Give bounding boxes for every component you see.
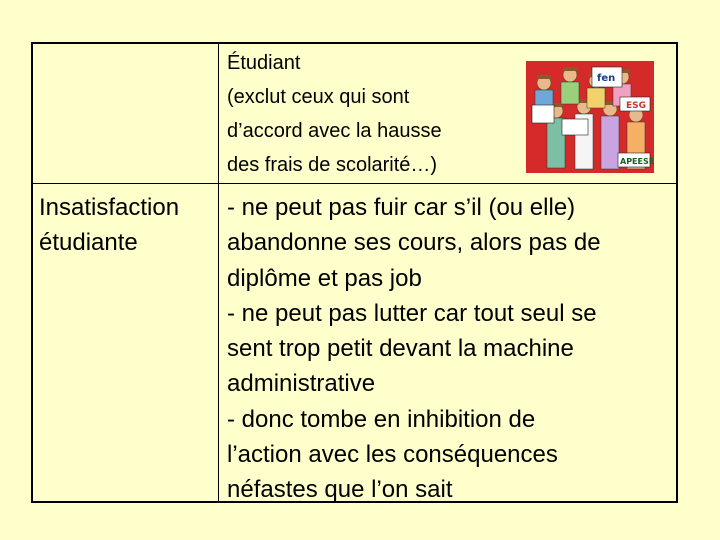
sign-esg: ESG — [626, 101, 647, 111]
body-line: néfastes que l’on sait — [227, 476, 453, 504]
header-line: Étudiant — [227, 52, 301, 74]
body-line: - ne peut pas fuir car s’il (ou elle) — [227, 194, 576, 221]
row-label-line: étudiante — [39, 229, 138, 256]
header-line: (exclut ceux qui sont — [227, 86, 410, 108]
body-line: l’action avec les conséquences — [227, 441, 558, 469]
content-table — [31, 42, 678, 503]
body-line: sent trop petit devant la machine — [227, 335, 574, 363]
body-line: administrative — [227, 370, 376, 398]
row-label — [39, 190, 179, 260]
body-line: - donc tombe en inhibition de — [227, 405, 536, 433]
sign-apeese: APEESE — [620, 157, 654, 166]
body-line: diplôme et pas job — [227, 264, 422, 292]
sign-fen: fen — [597, 73, 616, 84]
header-line: des frais de scolarité…) — [227, 154, 438, 176]
body-line: abandonne ses cours, alors pas de — [227, 229, 601, 257]
header-line: d’accord avec la hausse — [227, 120, 442, 142]
students-group-image — [526, 61, 654, 173]
header-cell-text — [227, 46, 442, 182]
row-body — [227, 190, 601, 508]
column-divider — [218, 44, 219, 501]
row-divider — [33, 183, 676, 184]
body-line: - ne peut pas lutter car tout seul se — [227, 299, 597, 327]
row-label-line: Insatisfaction — [39, 194, 180, 221]
